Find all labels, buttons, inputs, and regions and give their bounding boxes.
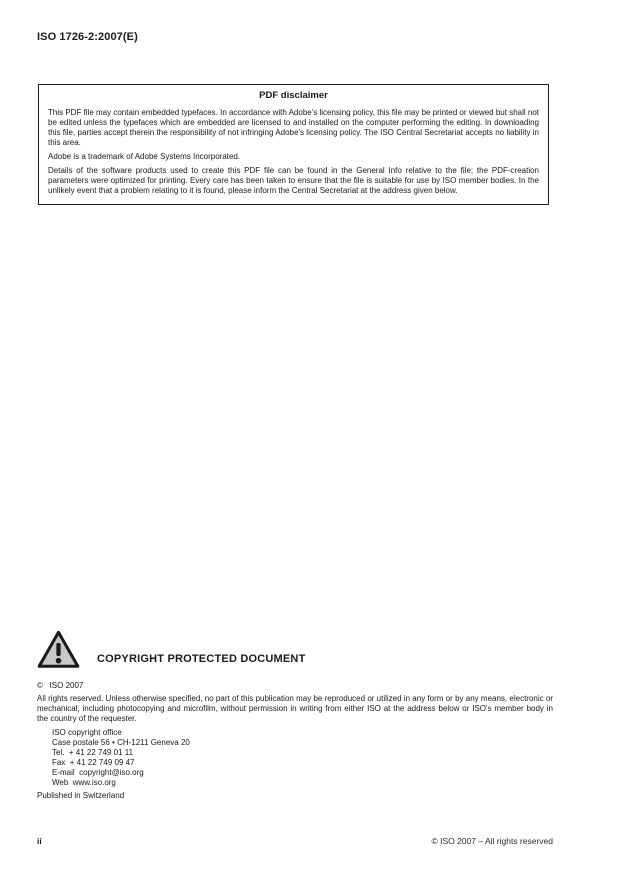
disclaimer-paragraph: Details of the software products used to create this PDF file can be found in the General Info relative to the file; the PDF-creation parameters were optimized for printing. Every care has been taken to ensure that the file is suitable for use by ISO member bodies. In the unlikely event that a problem relating to it is found, please inform the Central Secretariat at the address given below.	[48, 166, 539, 195]
pdf-disclaimer-box	[38, 84, 549, 205]
footer-page-number: ii	[37, 836, 42, 846]
copyright-header-row	[37, 628, 553, 670]
copyright-notice: © ISO 2007	[37, 681, 84, 690]
address-line: ISO copyright office	[52, 728, 122, 737]
published-line: Published in Switzerland	[37, 791, 125, 800]
copyright-section	[37, 628, 553, 801]
warning-triangle-icon	[37, 629, 80, 670]
footer-rights-notice: © ISO 2007 – All rights reserved	[431, 836, 553, 846]
address-line: Case postale 56 • CH-1211 Geneva 20	[52, 738, 190, 747]
address-line-email: E-mail copyright@iso.org	[52, 768, 144, 777]
copyright-heading: COPYRIGHT PROTECTED DOCUMENT	[97, 653, 306, 665]
disclaimer-paragraph: Adobe is a trademark of Adobe Systems Incorporated.	[48, 152, 241, 161]
document-number: ISO 1726-2:2007(E)	[37, 31, 138, 43]
address-line-fax: Fax + 41 22 749 09 47	[52, 758, 135, 767]
address-line-web: Web www.iso.org	[52, 778, 116, 787]
address-line-tel: Tel. + 41 22 749 01 11	[52, 748, 134, 757]
page-footer	[37, 836, 553, 846]
disclaimer-title: PDF disclaimer	[259, 90, 328, 101]
disclaimer-paragraph: This PDF file may contain embedded typefaces. In accordance with Adobe's licensing policy, this file may be printed or viewed but shall not be edited unless the typefaces which are embedded are licensed to and installed on the computer performing the editing. In downloading this file, parties accept therein the responsibility of not infringing Adobe's licensing policy. The ISO Central Secretariat accepts no liability in this area.	[48, 108, 539, 147]
iso-address-block	[52, 728, 553, 788]
copyright-body-text: All rights reserved. Unless otherwise specified, no part of this publication may be reproduced or utilized in any form or by any means, electronic or mechanical, including photocopying and microfilm, without permission in writing from either ISO at the address below or ISO's member body in the country of the requester.	[37, 694, 553, 723]
